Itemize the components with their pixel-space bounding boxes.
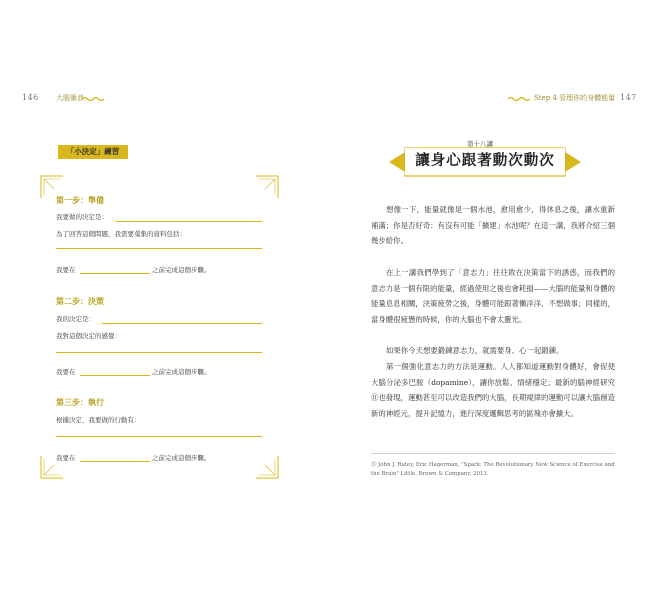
step3-line1-label: 根據決定，我要做的行動有： (56, 416, 141, 424)
frame-corner-bottom-right-icon (255, 455, 279, 479)
step1-line2-blank[interactable] (56, 248, 262, 249)
squiggle-ornament-icon (508, 96, 530, 102)
step2-deadline-blank[interactable] (80, 375, 150, 376)
step2-line2-blank[interactable] (56, 352, 262, 353)
step2-title: 第二步：決策 (56, 297, 104, 306)
step1-deadline-pre: 我要在 (56, 266, 76, 274)
step3-title: 第三步：執行 (56, 398, 104, 407)
step3-deadline-blank[interactable] (80, 461, 150, 462)
left-page-number: 146 (22, 93, 39, 102)
step1-title: 第一步：準備 (56, 196, 104, 205)
step3-deadline-post: 之前完成這個步驟。 (152, 454, 211, 462)
body-paragraph-3: 如果你今天想要鍛鍊意志力，就需要身、心一起鍛鍊。 (386, 346, 564, 355)
right-running-head: Step 4 管理你的身體能量 (534, 94, 616, 102)
right-page-number: 147 (620, 93, 637, 102)
step3-line1-blank[interactable] (56, 436, 262, 437)
step1-line1-blank[interactable] (116, 221, 262, 222)
squiggle-ornament-icon (82, 96, 104, 102)
step2-line1-label: 我的決定是： (56, 315, 95, 323)
lesson-number: 第十八講 (467, 140, 493, 148)
left-page (0, 0, 327, 609)
step2-line1-blank[interactable] (102, 323, 262, 324)
footnote: ⑪ John J. Ratey, Eric Hagerman, "Spark: The Revolutionary New Science of Exercise and the Brain" Little, Brown & Company, 2013. (371, 462, 615, 477)
step3-deadline-pre: 我要在 (56, 454, 76, 462)
frame-corner-top-right-icon (255, 175, 279, 199)
exercise-tag: 「小決定」練習 (58, 145, 128, 159)
step1-line2-label: 為了回答這個問題，我需要蒐集的資料包括： (56, 230, 186, 238)
footnote-divider (371, 453, 615, 454)
body-paragraph-4: 第一個強化意志力的方法是運動。人人都知道運動對身體好，會促使大腦分泌多巴胺（dopamine），讓你放鬆、情緒穩定；最新的腦神經研究⑪也發現，運動甚至可以改造我們的大腦，長期規律的運動可以讓大腦創造新的神經元，提升記憶力，進行深度邏輯思考的區塊亦會擴大。 (371, 362, 615, 418)
left-running-head: 大腦衝浪 (56, 94, 84, 102)
step1-deadline-blank[interactable] (80, 273, 150, 274)
step2-line2-label: 我對這個決定的感覺： (56, 332, 121, 340)
step2-deadline-post: 之前完成這個步驟。 (152, 368, 211, 376)
step2-deadline-pre: 我要在 (56, 368, 76, 376)
step1-line1-label: 我要做的決定是： (56, 213, 108, 221)
body-paragraph-2: 在上一講我們學到了「意志力」往往敗在決策當下的誘惑，而我們的意志力是一個有限的能量，經過使用之後也會耗損——大腦的能量和身體的能量息息相關，決策疲勞之後，身體可能跟著懶洋洋、不想做事；同樣的，當身體很疲憊的時候，你的大腦也不會太靈光。 (371, 268, 615, 324)
body-paragraph-1: 想像一下，能量就像是一個水池，愈用愈少，得休息之後，讓水重新補滿；你是否好奇：有沒有可能「擴建」水池呢？在這一講，我將介紹三個幾步給你。 (371, 205, 615, 246)
step1-deadline-post: 之前完成這個步驟。 (152, 266, 211, 274)
lesson-title: 讓身心跟著動次動次 (405, 148, 565, 175)
